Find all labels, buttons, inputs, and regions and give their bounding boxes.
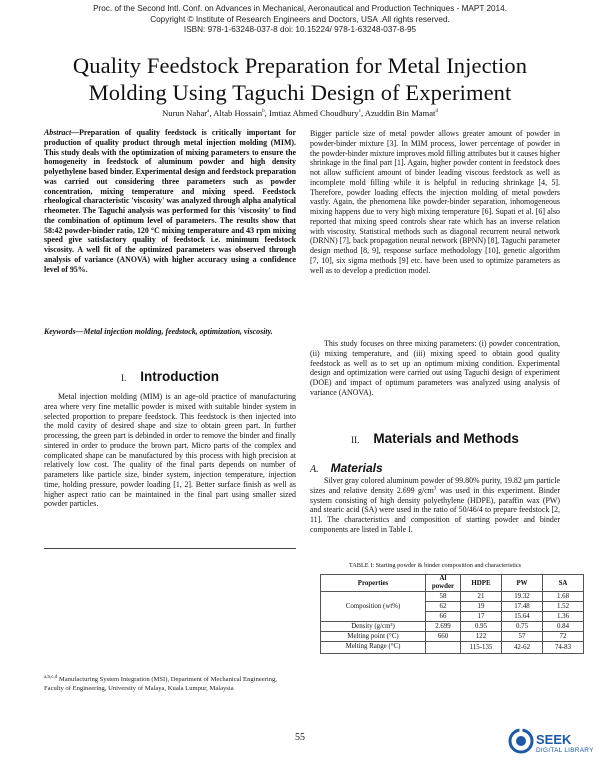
table-cell: 72 xyxy=(543,632,584,642)
table-header-cell: HDPE xyxy=(461,575,502,592)
table-cell: Melting point (°C) xyxy=(321,632,426,642)
materials-paragraph xyxy=(310,476,560,535)
table-1 xyxy=(320,574,584,654)
table-row xyxy=(321,592,584,602)
table-cell: 19.32 xyxy=(502,592,543,602)
table-cell: 66 xyxy=(426,612,461,622)
keywords xyxy=(44,327,296,337)
section-number: I. xyxy=(121,373,127,383)
materials-text: Silver gray colored aluminum powder of 99.80% purity, 19.82 μm particle sizes and relative density 2.699 g/cm xyxy=(310,476,560,495)
author-affil-mark: a xyxy=(207,109,210,115)
table-cell: 115-135 xyxy=(461,642,502,654)
author-name: , Altab Hossain xyxy=(209,108,263,118)
table-cell: 42-62 xyxy=(502,642,543,654)
keywords-body: —Metal injection molding, feedstock, optimization, viscosity. xyxy=(75,327,273,336)
proceedings-header xyxy=(60,4,540,36)
table-cell: 19 xyxy=(461,602,502,612)
page-number: 55 xyxy=(295,732,305,743)
table-cell: 15.64 xyxy=(502,612,543,622)
author-affil-mark: d xyxy=(435,109,438,115)
table-cell: Melting Range (°C) xyxy=(321,642,426,654)
table-cell: 1.52 xyxy=(543,602,584,612)
table-cell: 0.75 xyxy=(502,622,543,632)
intro-paragraph: Metal injection molding (MIM) is an age-old practice of manufacturing area where very fine metallic powder is mixed with suitable binder system in selected proportion to prepare feedstock. This feedstock is then injected into the mold cavity of desired shape and size to obtain green part. In further processing, the green part is debinded in order to remove the binder and finally sintered in order to produce the brown part. Micro parts of the complex and complicated shape can be manufactured by this process with high precision at relatively low cost. The quality of the final parts depends on number of parameters like particle size, binder system, injection temperature, injection time, holding pressure, powder loading [1, 2]. Better surface finish as well as higher aspect ratio can be maintained in the final part using smaller sized powder particles. xyxy=(44,392,296,509)
table-cell: 62 xyxy=(426,602,461,612)
table-cell: 122 xyxy=(461,632,502,642)
table-cell: 74-83 xyxy=(543,642,584,654)
table-cell: 21 xyxy=(461,592,502,602)
table-cell: 2.699 xyxy=(426,622,461,632)
footnote-text: Manufacturing System Integration (MSI), Department of Mechanical Engineering, Faculty of Engineering, University of Malaya, Kuala Lumpur, Malaysia xyxy=(44,676,277,692)
footnote-marks: a,b,c,d xyxy=(44,674,58,680)
seek-logo-icon xyxy=(508,728,534,754)
table-cell xyxy=(426,642,461,654)
right-paragraph-1: Bigger particle size of metal powder allows greater amount of powder in powder-binder mixture [3]. In MIM process, lower percentage of powder in the powder-binder mixture improves mold filling attributes but it causes higher shrinkage in the final part [1]. Again, higher powder content in feedstock does not allow sufficient amount of binder leading viscous feedstock as well as incomplete mold filling while it is helpful in reducing shrinkage [4, 5]. Therefore, powder loading effects the injection molding of metal powders vastly. Again, the phenomena like powder-binder separation, inhomogeneous mixing happens due to very high mixing temperature [6]. Supati et al. [6] also reported that mixing speed controls shear rate which has an inverse relation with viscosity. Statistical methods such as diagonal recurrent neural network (DRNN) [7], back propagation neural network (BPNN) [8], Taguchi parameter design method [8, 9], response surface methodology [10], genetic algorithm [7, 10], six sigma methods [9] etc. have been used to optimize parameters as well as to develop a prediction model. xyxy=(310,129,560,275)
table-header-row xyxy=(321,575,584,592)
table-cell: 17.48 xyxy=(502,602,543,612)
author-list xyxy=(60,108,540,118)
table-cell: 0.84 xyxy=(543,622,584,632)
header-line-1: Proc. of the Second Intl. Conf. on Advances in Mechanical, Aeronautical and Production Techniques - MAPT 2014. xyxy=(93,4,507,13)
table-cell: Density (g/cm³) xyxy=(321,622,426,632)
abstract-body: —Preparation of quality feedstock is critically important for production of quality product through metal injection molding (MIM). This study deals with the optimization of mixing parameters to ensure the homogeneity in feedstock of aluminum powder and high density polyethylene based binder. Experimental design and feedstock preparation was carried out considering three parameters such as powder concentration, mixing temperature and mixing speed. Feedstock rheological characteristic 'viscosity' was analyzed through alpha analytical rheometer. The Taguchi analysis was performed for this 'viscosity' to find the combination of optimum level of parameters. The results show that 58:42 powder-binder ratio, 120 °C mixing temperature and 43 rpm mixing speed give satisfactory quality of feedstock i.e. minimum feedstock viscosity. A well fit of the optimized parameters was observed through analysis of variance (ANOVA) with higher accuracy using a confidence level of 95%. xyxy=(44,128,296,274)
abstract-label: Abstract xyxy=(44,128,72,137)
header-line-2: Copyright © Institute of Research Engineers and Doctors, USA .All rights reserved. xyxy=(150,14,450,24)
footnote xyxy=(44,675,294,693)
table-cell: 0.95 xyxy=(461,622,502,632)
author-name: Nurun Nahar xyxy=(162,108,208,118)
logo-name: SEEK xyxy=(536,732,572,747)
title-line-1: Quality Feedstock Preparation for Metal Injection xyxy=(72,53,528,78)
section-1-heading xyxy=(44,368,296,386)
subsection-title: Materials xyxy=(330,461,383,475)
table-cell: 660 xyxy=(426,632,461,642)
logo-subtitle: DIGITAL LIBRARY xyxy=(536,747,594,754)
table-cell: 58 xyxy=(426,592,461,602)
abstract xyxy=(44,128,296,274)
materials-text: was used in this experiment. Binder system consisting of high density polyethylene (HDPE), paraffin wax (PW) and stearic acid (SA) were used in the ratio of 50/46/4 to prepare feedstock [2, 11]. The characteristics and composition of starting powder and binder components are listed in Table I. xyxy=(310,485,560,534)
table-caption: TABLE I: Starting powder & binder composition and characteristics xyxy=(348,562,522,569)
table-row xyxy=(321,632,584,642)
section-number: II. xyxy=(351,435,360,445)
materials-sup: 3 xyxy=(433,486,437,492)
table-cell: 1.68 xyxy=(543,592,584,602)
author-affil-mark: b xyxy=(262,109,265,115)
author-name: , Imtiaz Ahmed Choudhury xyxy=(264,108,359,118)
paper-title xyxy=(30,52,570,106)
table-cell: 17 xyxy=(461,612,502,622)
author-name: , Azuddin Bin Mamat xyxy=(360,108,436,118)
section-2-heading xyxy=(310,430,560,448)
title-line-2: Molding Using Taguchi Design of Experiment xyxy=(88,80,512,105)
right-paragraph-2: This study focuses on three mixing parameters: (i) powder concentration, (ii) mixing temperature, and (iii) mixing speed to obtain good quality feedstock as well as to set up an optimum mixing condition. Experimental design and optimization were carried out using Taguchi design of experiment (DOE) and impact of optimum parameters was analyzed using analysis of variance (ANOVA). xyxy=(310,339,560,397)
table-cell: 57 xyxy=(502,632,543,642)
table-cell: 1.36 xyxy=(543,612,584,622)
table-row xyxy=(321,622,584,632)
seek-logo xyxy=(508,728,594,768)
table-header-cell: SA xyxy=(543,575,584,592)
table-header-cell: Properties xyxy=(321,575,426,592)
section-title: Materials and Methods xyxy=(373,431,519,446)
table-cell: Composition (wt%) xyxy=(321,592,426,622)
table-header-cell: PW xyxy=(502,575,543,592)
author-affil-mark: c xyxy=(358,109,361,115)
footnote-divider xyxy=(44,548,296,549)
subsection-letter: A. xyxy=(310,464,319,475)
table-header-cell: Al powder xyxy=(426,575,461,592)
table-row xyxy=(321,642,584,654)
keywords-label: Keywords xyxy=(44,327,76,336)
section-title: Introduction xyxy=(140,369,219,384)
subsection-a-heading xyxy=(310,459,383,477)
header-line-3: ISBN: 978-1-63248-037-8 doi: 10.15224/ 978-1-63248-037-8-95 xyxy=(183,25,417,34)
